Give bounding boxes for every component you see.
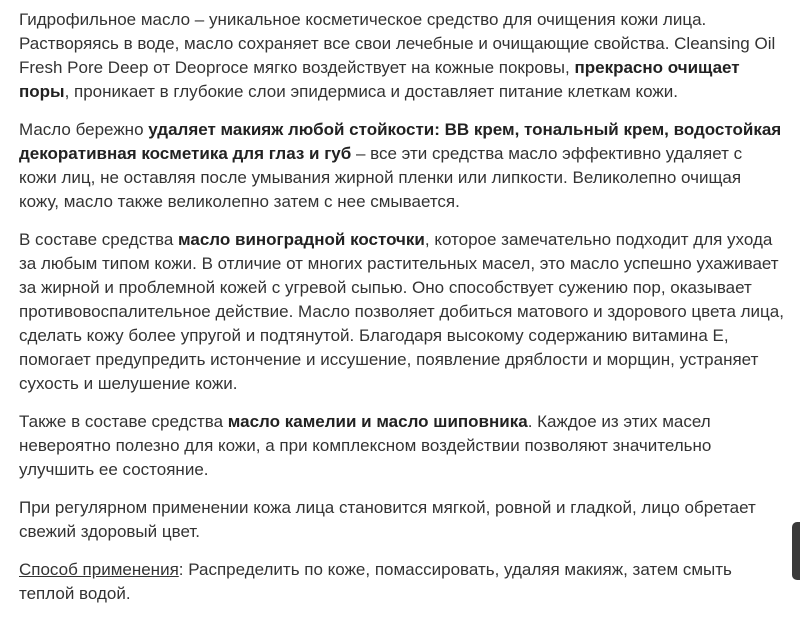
paragraph-makeup-removal: [19, 118, 784, 214]
bold-text: масло виноградной косточки: [178, 230, 425, 249]
text: При регулярном применении кожа лица становится мягкой, ровной и гладкой, лицо обретает свежий здоровый цвет.: [19, 498, 756, 541]
text: , которое замечательно подходит для ухода за любым типом кожи. В отличие от многих растительных масел, это масло успешно ухаживает за жирной и проблемной кожей с угревой сыпью. Оно способствует сужению пор, оказывает противовоспалительное действие. Масло позволяет добиться матового и здорового цвета лица, сделать кожу более упругой и подтянутой. Благодаря высокому содержанию витамина Е, помогает предупредить истончение и иссушение, появление дряблости и морщин, устраняет сухость и шелушение кожи.: [19, 230, 784, 393]
text: Также в составе средства: [19, 412, 228, 431]
usage-heading: Способ применения: [19, 560, 179, 579]
text: В составе средства: [19, 230, 179, 249]
paragraph-grapeseed-oil: [19, 228, 784, 396]
text: . Каждое из этих масел невероятно полезно для кожи, а при комплексном воздействии позволяют значительно улучшить ее состояние.: [19, 412, 712, 479]
text: Гидрофильное масло – уникальное косметическое средство для очищения кожи лица. Растворяясь в воде, масло сохраняет все свои лечебные и очищающие свойства. Cleansing Oil Fresh Pore Deep от Deoproce мягко воздействует на кожные покровы,: [19, 10, 776, 77]
text: : Распределить по коже, помассировать, удаляя макияж, затем смыть теплой водой.: [19, 560, 732, 603]
text: , проникает в глубокие слои эпидермиса и доставляет питание клеткам кожи.: [64, 82, 679, 101]
bold-text: масло камелии и масло шиповника: [227, 412, 528, 431]
product-description: [19, 8, 784, 617]
paragraph-camellia-rosehip: [19, 410, 784, 482]
side-tab-handle[interactable]: [792, 522, 800, 580]
text: Масло бережно: [19, 120, 149, 139]
bold-text: удаляет макияж любой стойкости: ВВ крем, тональный крем, водостойкая декоративная косметика для глаз и губ: [19, 120, 782, 163]
paragraph-usage: [19, 558, 784, 606]
text: – все эти средства масло эффективно удаляет с кожи лиц, не оставляя после умывания жирной пленки или липкости. Великолепно очищая кожу, масло также великолепно затем с нее смывается.: [19, 144, 743, 211]
bold-text: прекрасно очищает поры: [19, 58, 740, 101]
paragraph-intro: [19, 8, 784, 104]
paragraph-result: [19, 496, 784, 544]
